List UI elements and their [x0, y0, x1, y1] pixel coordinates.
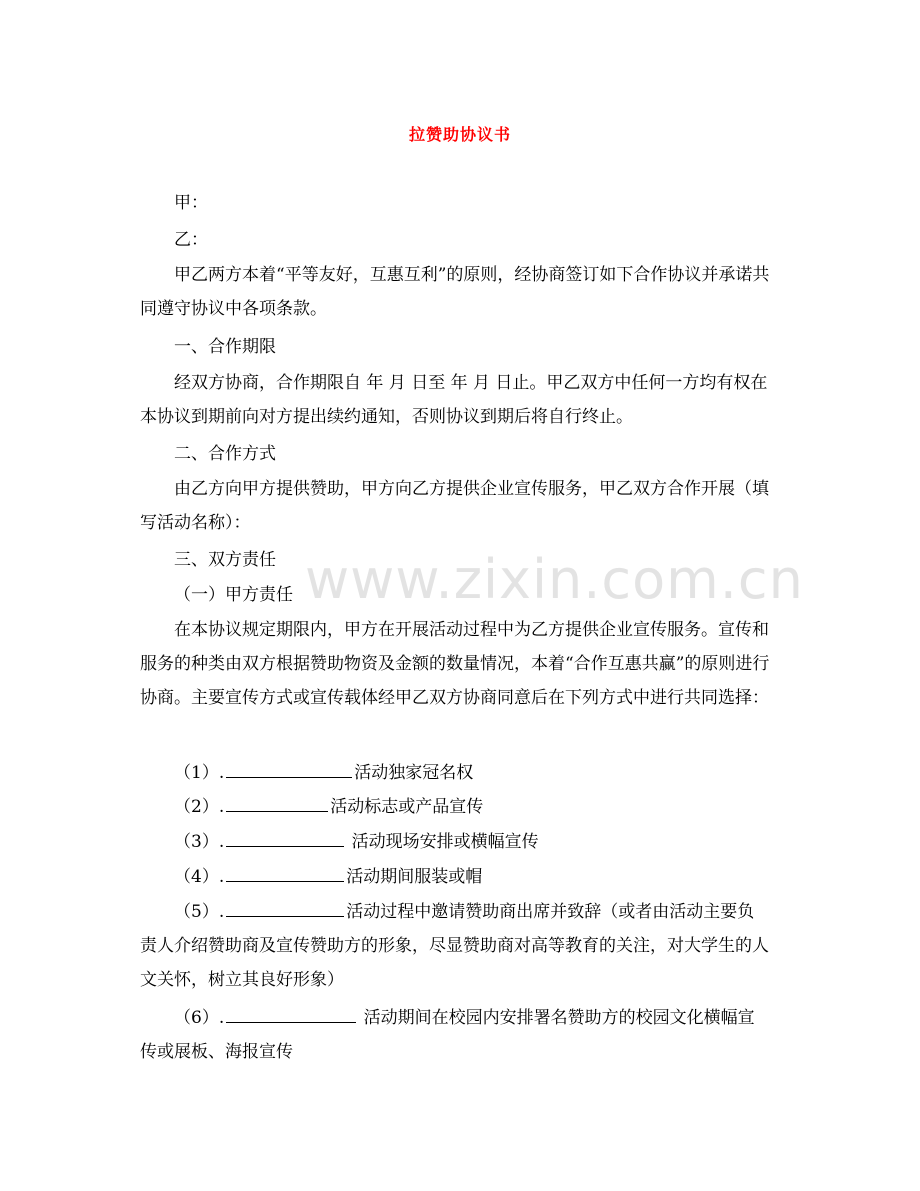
item-3 — [174, 825, 770, 859]
item-1-text: 活动独家冠名权 — [354, 763, 474, 783]
item-4-text: 活动期间服装或帽 — [346, 867, 483, 887]
item-3-text: 活动现场安排或横幅宣传 — [346, 832, 539, 852]
section1-heading: 一、合作期限 — [174, 337, 276, 357]
item-4-number: （4）. — [174, 867, 225, 887]
section2-block — [140, 472, 770, 540]
item-6-blank — [226, 1005, 356, 1023]
section1-paragraph: 经双方协商，合作期限自 年 月 日至 年 月 日止。甲乙双方中任何一方均有权在本协议到期前向对方提出续约通知，否则协议到期后将自行终止。 — [140, 373, 768, 427]
section3-paragraph: 在本协议规定期限内，甲方在开展活动过程中为乙方提供企业宣传服务。宣传和服务的种类由双方根据赞助物资及金额的数量情况，本着“合作互惠共赢”的原则进行协商。主要宣传方式或宣传载体经甲乙双方协商同意后在下列方式中进行共同选择： — [140, 620, 770, 708]
section3-heading: 三、双方责任 — [174, 550, 276, 570]
document-title: 拉赞助协议书 — [408, 125, 511, 144]
item-3-blank — [226, 829, 344, 847]
item-1 — [174, 756, 770, 790]
section2-heading-line — [174, 437, 770, 471]
section3-sub1-line — [174, 578, 770, 612]
watermark: www.zixin.com.cn — [305, 548, 804, 611]
item-4-blank — [226, 864, 344, 882]
party-b-line — [174, 223, 770, 257]
party-a: 甲： — [174, 193, 208, 213]
item-5-number: （5）. — [174, 902, 225, 922]
item-3-number: （3）. — [174, 832, 225, 852]
item-5-text: 活动过程中邀请赞助商出席并致辞（或者由活动主要负责人介绍赞助商及宣传赞助方的形象，尽显赞助商对高等教育的关注，对大学生的人文关怀，树立其良好形象） — [140, 902, 769, 990]
section2-heading: 二、合作方式 — [174, 444, 276, 464]
item-5-blank — [226, 899, 344, 917]
section1-block — [140, 366, 770, 434]
section2-paragraph: 由乙方向甲方提供赞助，甲方向乙方提供企业宣传服务，甲乙双方合作开展（填写活动名称）： — [140, 479, 769, 533]
section3-sub1: （一）甲方责任 — [174, 585, 293, 605]
section3-block — [140, 613, 770, 715]
item-5 — [140, 895, 770, 997]
item-2 — [174, 790, 770, 824]
party-b: 乙： — [174, 230, 208, 250]
item-6-number: （6）. — [174, 1008, 225, 1028]
item-2-text: 活动标志或产品宣传 — [330, 797, 484, 817]
item-1-blank — [226, 760, 352, 778]
item-6 — [140, 1001, 770, 1069]
intro-block — [140, 258, 770, 326]
item-4 — [174, 860, 770, 894]
party-a-line — [174, 186, 770, 220]
item-2-blank — [226, 794, 328, 812]
intro-paragraph: 甲乙两方本着“平等友好，互惠互利”的原则，经协商签订如下合作协议并承诺共同遵守协议中各项条款。 — [140, 265, 770, 319]
item-1-number: （1）. — [174, 763, 225, 783]
item-6-text: 活动期间在校园内安排署名赞助方的校园文化横幅宣传或展板、海报宣传 — [140, 1008, 755, 1062]
section1-heading-line — [174, 330, 770, 364]
section3-heading-line — [174, 543, 770, 577]
item-2-number: （2）. — [174, 797, 225, 817]
